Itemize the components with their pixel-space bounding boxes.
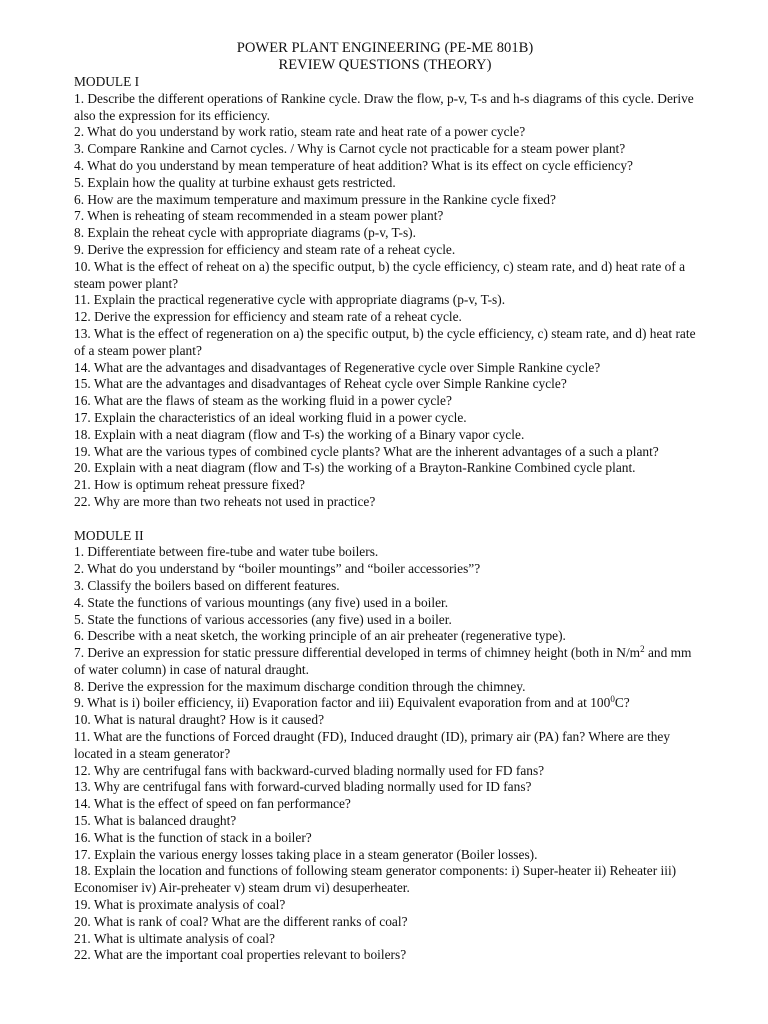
question-item: 15. What are the advantages and disadvantages of Reheat cycle over Simple Rankine cycle?	[74, 376, 567, 392]
question-item: 18. Explain with a neat diagram (flow and T-s) the working of a Binary vapor cycle.	[74, 426, 525, 442]
question-item: 9. Derive the expression for efficiency and steam rate of a reheat cycle.	[74, 241, 456, 257]
question-item: 13. What is the effect of regeneration on a) the specific output, b) the cycle efficiency, c) steam rate, and d) heat rate of a steam power plant?	[74, 325, 696, 358]
question-item: 4. State the functions of various mountings (any five) used in a boiler.	[74, 594, 449, 610]
question-item: 17. Explain the various energy losses taking place in a steam generator (Boiler losses).	[74, 846, 538, 862]
question-item: 8. Derive the expression for the maximum discharge condition through the chimney.	[74, 678, 526, 694]
question-item: 14. What are the advantages and disadvantages of Regenerative cycle over Simple Rankine cycle?	[74, 359, 601, 375]
question-item: 14. What is the effect of speed on fan performance?	[74, 796, 351, 812]
superscript: 2	[640, 644, 645, 655]
question-list	[74, 91, 696, 511]
question-item: 20. Explain with a neat diagram (flow and T-s) the working of a Brayton-Rankine Combined cycle plant.	[74, 460, 636, 476]
question-item: 10. What is the effect of reheat on a) the specific output, b) the cycle efficiency, c) steam rate, and d) heat rate of a steam power plant?	[74, 258, 686, 291]
question-item: 4. What do you understand by mean temperature of heat addition? What is its effect on cycle efficiency?	[74, 157, 633, 173]
superscript: 0	[610, 694, 615, 705]
question-item: 10. What is natural draught? How is it caused?	[74, 712, 325, 728]
question-item: 20. What is rank of coal? What are the different ranks of coal?	[74, 913, 408, 929]
question-item: 1. Differentiate between fire-tube and water tube boilers.	[74, 544, 379, 560]
question-item: 16. What is the function of stack in a boiler?	[74, 829, 312, 845]
document-subtitle: REVIEW QUESTIONS (THEORY)	[278, 57, 492, 73]
module-1	[74, 74, 696, 511]
question-item: 11. Explain the practical regenerative cycle with appropriate diagrams (p-v, T-s).	[74, 292, 506, 308]
question-item: 17. Explain the characteristics of an ideal working fluid in a power cycle.	[74, 409, 467, 425]
module-2	[74, 528, 696, 965]
question-list	[74, 544, 696, 964]
module-heading: MODULE I	[74, 74, 140, 89]
question-item: 18. Explain the location and functions of following steam generator components: i) Super-heater ii) Reheater iii) Economiser iv) Air-preheater v) steam drum vi) desuperheater.	[74, 863, 677, 896]
question-item: 5. State the functions of various accessories (any five) used in a boiler.	[74, 611, 452, 627]
question-item: 11. What are the functions of Forced draught (FD), Induced draught (ID), primary air (PA) fan? Where are they located in a steam generator?	[74, 729, 671, 761]
question-item: 12. Why are centrifugal fans with backward-curved blading normally used for FD fans?	[74, 762, 545, 778]
question-item: 21. What is ultimate analysis of coal?	[74, 930, 275, 946]
question-item: 22. What are the important coal properties relevant to boilers?	[74, 947, 407, 963]
question-item: 16. What are the flaws of steam as the working fluid in a power cycle?	[74, 393, 452, 409]
question-item: 3. Compare Rankine and Carnot cycles. / Why is Carnot cycle not practicable for a steam power plant?	[74, 141, 626, 157]
question-item: 15. What is balanced draught?	[74, 813, 237, 829]
question-item: 6. How are the maximum temperature and maximum pressure in the Rankine cycle fixed?	[74, 191, 556, 207]
question-item: 5. Explain how the quality at turbine exhaust gets restricted.	[74, 174, 396, 190]
question-item: 9. What is i) boiler efficiency, ii) Evaporation factor and iii) Equivalent evaporation from and at $100^0C$?	[74, 694, 630, 711]
document-title: POWER PLANT ENGINEERING (PE-ME 801B)	[236, 40, 534, 56]
question-item: 7. When is reheating of steam recommended in a steam power plant?	[74, 208, 444, 224]
question-item: 8. Explain the reheat cycle with appropriate diagrams (p-v, T-s).	[74, 225, 416, 241]
question-item: 12. Derive the expression for efficiency and steam rate of a reheat cycle.	[74, 309, 462, 325]
question-item: 2. What do you understand by work ratio, steam rate and heat rate of a power cycle?	[74, 124, 526, 140]
question-item: 6. Describe with a neat sketch, the working principle of an air preheater (regenerative type).	[74, 628, 566, 644]
question-item: 3. Classify the boilers based on different features.	[74, 577, 340, 593]
question-item: 2. What do you understand by “boiler mountings” and “boiler accessories”?	[74, 561, 481, 577]
module-heading: MODULE II	[74, 527, 144, 543]
question-item: 1. Describe the different operations of Rankine cycle. Draw the flow, p-v, T-s and h-s diagrams of this cycle. Derive also the expression for its efficiency.	[74, 90, 694, 123]
question-item: 19. What is proximate analysis of coal?	[74, 897, 286, 913]
question-item: 21. How is optimum reheat pressure fixed?	[74, 477, 305, 493]
question-item: 13. Why are centrifugal fans with forward-curved blading normally used for ID fans?	[74, 779, 532, 795]
question-item: 19. What are the various types of combined cycle plants? What are the inherent advantages of a such a plant?	[74, 443, 659, 459]
question-item: 22. Why are more than two reheats not used in practice?	[74, 493, 376, 509]
question-item: 7. Derive an expression for static pressure differential developed in terms of chimney height (both in $N/m^2$ and mm of water column) in case of natural draught.	[74, 644, 692, 677]
